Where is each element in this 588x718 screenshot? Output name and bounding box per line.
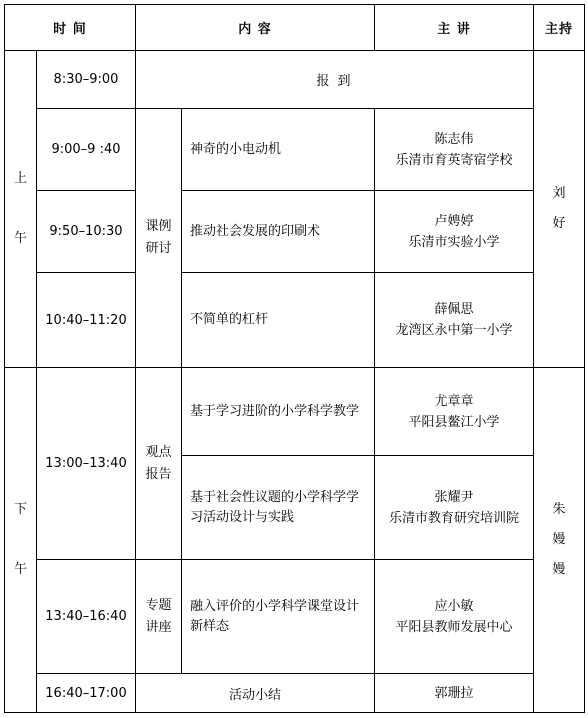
host-afternoon: 朱 嫚 嫚 (534, 368, 585, 713)
category-viewpoint-report: 观点 报告 (136, 368, 182, 560)
time-cell: 9:00–9 :40 (37, 109, 136, 191)
speaker-name: 卢娉婷 (434, 213, 474, 229)
speaker-name: 尤章章 (434, 393, 474, 409)
speaker-org: 平阳县教师发展中心 (395, 619, 513, 635)
speaker-cell (375, 273, 534, 368)
speaker-cell (375, 191, 534, 273)
header-time: 时 间 (5, 5, 136, 51)
category-lesson-study: 课例 研讨 (136, 109, 182, 368)
header-host: 主持 (534, 5, 585, 51)
speaker-name: 应小敏 (434, 598, 474, 614)
speaker-org: 乐清市教育研究培训院 (388, 510, 519, 526)
table-row (5, 109, 585, 191)
summary-cell: 活动小结 (136, 674, 375, 713)
time-cell: 8:30–9:00 (37, 51, 136, 109)
table-row (5, 674, 585, 713)
host-morning: 刘 好 (534, 51, 585, 368)
speaker-org: 平阳县鳌江小学 (408, 414, 500, 430)
speaker-cell (375, 368, 534, 456)
table-row (5, 273, 585, 368)
speaker-org: 乐清市实验小学 (408, 234, 500, 250)
table-row (5, 560, 585, 674)
time-cell: 9:50–10:30 (37, 191, 136, 273)
topic-cell: 不简单的杠杆 (182, 273, 375, 368)
speaker-cell (375, 456, 534, 560)
speaker-org: 乐清市育英寄宿学校 (395, 152, 513, 168)
category-lecture: 专题 讲座 (136, 560, 182, 674)
speaker-name: 郭珊拉 (375, 674, 534, 713)
header-speaker: 主 讲 (375, 5, 534, 51)
topic-cell: 推动社会发展的印刷术 (182, 191, 375, 273)
table-row (5, 191, 585, 273)
speaker-cell (375, 560, 534, 674)
speaker-name: 陈志伟 (434, 131, 474, 147)
header-content: 内 容 (136, 5, 375, 51)
speaker-org: 龙湾区永中第一小学 (395, 323, 513, 338)
table-row (5, 51, 585, 109)
time-cell: 16:40–17:00 (37, 674, 136, 713)
topic-cell: 融入评价的小学科学课堂设计新样态 (182, 560, 375, 674)
speaker-name: 张耀尹 (434, 489, 474, 505)
topic-cell: 神奇的小电动机 (182, 109, 375, 191)
topic-cell: 基于社会性议题的小学科学学习活动设计与实践 (182, 456, 375, 560)
speaker-cell (375, 109, 534, 191)
session-afternoon-label: 下 午 (5, 368, 37, 713)
checkin-cell: 报 到 (136, 51, 534, 109)
table-row (5, 368, 585, 456)
session-morning-label: 上 午 (5, 51, 37, 368)
time-cell: 10:40–11:20 (37, 273, 136, 368)
topic-cell: 基于学习进阶的小学科学教学 (182, 368, 375, 456)
header-row (5, 5, 585, 51)
speaker-name: 薛佩思 (434, 302, 474, 317)
time-cell: 13:00–13:40 (37, 368, 136, 560)
schedule-table (4, 4, 585, 713)
time-cell: 13:40–16:40 (37, 560, 136, 674)
